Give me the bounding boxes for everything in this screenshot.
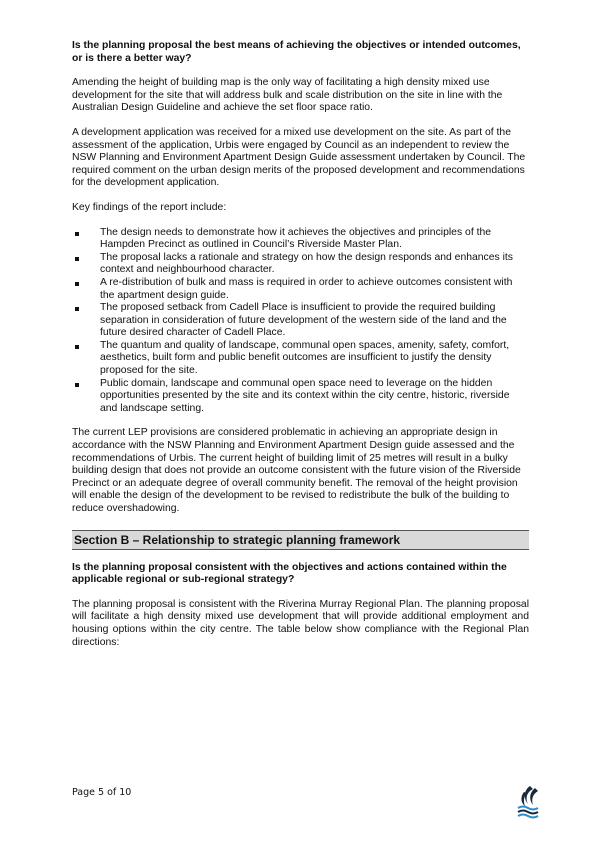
paragraph-height-map: Amending the height of building map is the only way of facilitating a high density mixed use development for the site that will address bulk and scale distribution on the site in line with the Australian Design Guideline and achieve the set floor space ratio.	[72, 77, 503, 114]
paragraph-development-application: A development application was received for a mixed use development on the site. As part of the assessment of the application, Urbis were engaged by Council as an independent to review the NSW Planning and Environment Apartment Design Guide assessment undertaken by Council. The required comment on the urban design merits of the proposed development and recommendations for the development application.	[72, 126, 526, 189]
question-heading-regional-strategy: Is the planning proposal consistent with the objectives and actions contained within the applicable regional or sub-regional strategy?	[72, 561, 507, 586]
bullet-marker	[75, 282, 79, 286]
document-page	[72, 40, 529, 661]
paragraph-regional-plan: The planning proposal is consistent with the Riverina Murray Regional Plan. The planning proposal will facilitate a high density mixed use development that will provide additional employment and housing options within the city centre. The table below show compliance with the Regional Plan directions:	[72, 598, 529, 648]
list-item: The proposal lacks a rationale and strategy on how the design responds and enhances its context and neighbourhood character.	[72, 252, 529, 277]
list-item: The quantum and quality of landscape, communal open spaces, amenity, safety, comfort, aesthetics, built form and public benefit outcomes are insufficient to justify the density proposed for the site.	[72, 340, 529, 378]
list-item: The proposed setback from Cadell Place is insufficient to provide the required building separation in consideration of future development of the western side of the land and the future desired character of Cadell Place.	[72, 302, 529, 340]
paragraph-lep-provisions: The current LEP provisions are considered problematic in achieving an appropriate design in accordance with the NSW Planning and Environment Apartment Design guide assessed and the recommendations of Urbis. The current height of building limit of 25 metres will result in a bulky building design that does not provide an outcome consistent with the future vision of the Riverside Precinct or an adequate degree of overall community benefit. The removal of the height provision will enable the design of the development to be revised to redistribute the bulk of the building to reduce overshadowing.	[72, 427, 521, 514]
page-number: Page 5 of 10	[72, 787, 132, 798]
paragraph-key-findings-intro: Key findings of the report include:	[72, 201, 227, 213]
list-item: The design needs to demonstrate how it achieves the objectives and principles of the Hampden Precinct as outlined in Council’s Riverside Master Plan.	[72, 227, 529, 252]
list-item: Public domain, landscape and communal open space need to leverage on the hidden opportunities presented by the site and its context within the city centre, historic, riverside and landscape setting.	[72, 378, 529, 416]
council-logo-icon	[514, 784, 542, 820]
bullet-marker	[75, 383, 79, 387]
list-item: A re-distribution of bulk and mass is required in order to achieve outcomes consistent with the apartment design guide.	[72, 277, 529, 302]
section-heading-b: Section B – Relationship to strategic planning framework	[72, 530, 529, 550]
bullet-marker	[75, 232, 79, 236]
question-heading-best-means: Is the planning proposal the best means of achieving the objectives or intended outcomes, or is there a better way?	[72, 40, 521, 64]
bullet-marker	[75, 345, 79, 349]
bullet-marker	[75, 307, 79, 311]
bullet-marker	[75, 257, 79, 261]
key-findings-list	[72, 227, 529, 416]
